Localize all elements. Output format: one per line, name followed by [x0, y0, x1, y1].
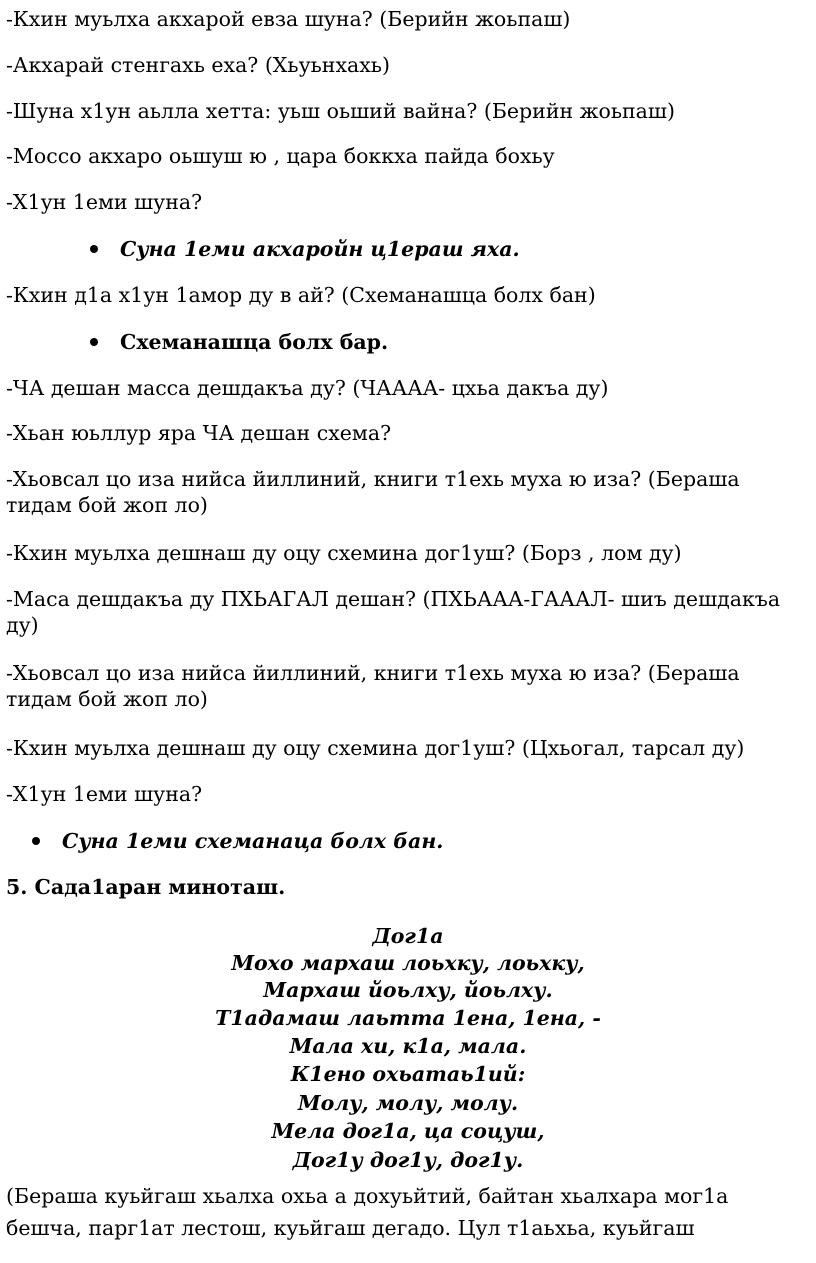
text-line: -Кхин муьлха дешнаш ду оцу схемина дог1уш? (Борз , лом ду): [6, 541, 682, 565]
bullet-dot-icon: [32, 837, 40, 845]
poem-line: Мала хи, к1а, мала.: [289, 1034, 527, 1058]
text-paragraph: -Маса дешдакъа ду ПХЬАГАЛ дешан? (ПХЬААА-ГАААЛ- шиъ дешдакъа ду): [6, 587, 781, 637]
bullet-item: [32, 828, 443, 854]
poem-line: Мела дог1а, ца соцуш,: [271, 1119, 545, 1143]
text-line: -Кхин д1а х1ун 1амор ду в ай? (Схеманашца болх бан): [6, 283, 596, 307]
poem-line: К1ено охьатаь1ий:: [290, 1062, 526, 1086]
poem-line: Т1адамаш лаьтта 1ена, 1ена, -: [215, 1006, 601, 1030]
poem-line: Дог1у дог1у, дог1у.: [292, 1148, 524, 1172]
bullet-text: Суна 1еми схеманаца болх бан.: [62, 829, 444, 853]
text-paragraph: -Хьовсал цо иза нийса йиллиний, книги т1ехь муха ю иза? (Бераша тидам бой жоп ло): [6, 467, 740, 517]
text-line: -Моссо акхаро оьшуш ю , цара боккха пайда бохьу: [6, 144, 555, 168]
poem-line: Молу, молу, молу.: [297, 1091, 519, 1115]
closing-paragraph: (Бераша куьйгаш хьалха охьа а дохуьйтий, байтан хьалхара мог1а бешча, парг1ат лестош, куьйгаш дегадо. Цул т1аьхьа, куьйгаш: [6, 1184, 729, 1240]
bullet-text: Схеманашца болх бар.: [120, 330, 389, 354]
poem-line: Мархаш йоьлху, йоьлху.: [263, 978, 553, 1002]
bullet-dot-icon: [90, 338, 98, 346]
text-line: -Акхарай стенгахь еха? (Хьуьнхахь): [6, 53, 390, 77]
bullet-item: [90, 236, 520, 262]
bullet-item: [90, 329, 388, 355]
text-paragraph: -Хьовсал цо иза нийса йиллиний, книги т1ехь муха ю иза? (Бераша тидам бой жоп ло): [6, 661, 740, 711]
text-line: -Хьан юьллур яра ЧА дешан схема?: [6, 421, 392, 445]
poem-title: Дог1а: [372, 924, 444, 948]
text-line: -Кхин муьлха акхарой евза шуна? (Берийн жоьпаш): [6, 7, 571, 31]
text-line: -Шуна х1ун аьлла хетта: уьш оьший вайна? (Берийн жоьпаш): [6, 99, 675, 123]
text-line: -Х1ун 1еми шуна?: [6, 190, 203, 214]
bullet-text: Суна 1еми акхаройн ц1ераш яха.: [120, 237, 520, 261]
section-heading: 5. Сада1аран миноташ.: [6, 875, 286, 899]
text-line: -Х1ун 1еми шуна?: [6, 782, 203, 806]
text-line: -Кхин муьлха дешнаш ду оцу схемина дог1уш? (Цхьогал, тарсал ду): [6, 736, 745, 760]
poem-line: Мохо мархаш лоьхку, лоьхку,: [231, 951, 585, 975]
bullet-dot-icon: [90, 245, 98, 253]
text-line: -ЧА дешан масса дешдакъа ду? (ЧАААА- цхьа дакъа ду): [6, 376, 609, 400]
